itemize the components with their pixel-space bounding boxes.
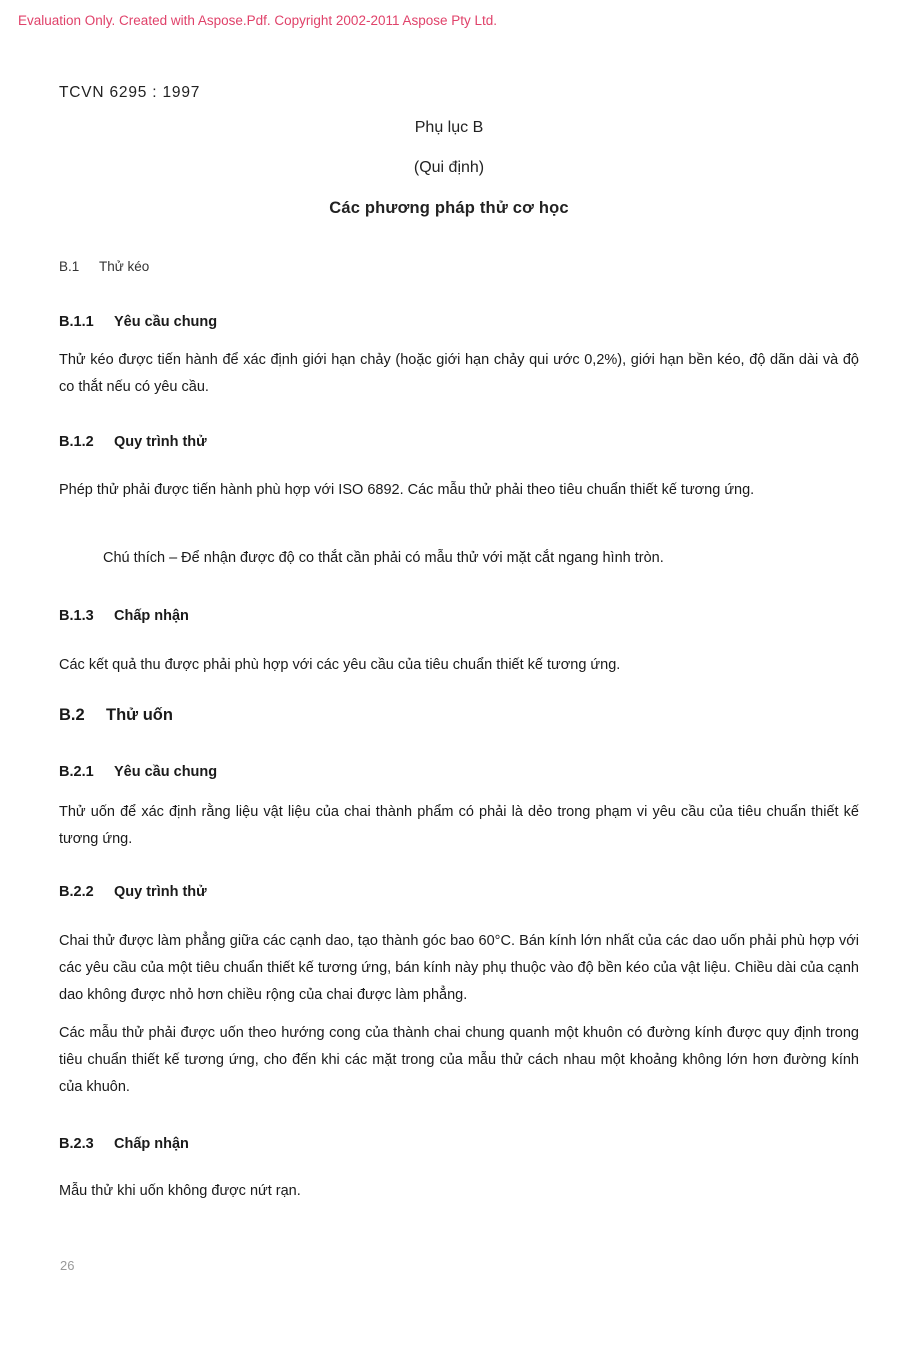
section-number: B.2	[59, 706, 85, 724]
appendix-heading: Các phương pháp thử cơ học	[329, 199, 569, 217]
paragraph-b2-2-a: Chai thử được làm phẳng giữa các cạnh dao, tạo thành góc bao 60°C. Bán kính lớn nhất của các dao uốn phải phù hợp với các yêu cầu của một tiêu chuẩn thiết kế tương ứng, bán kính này phụ thuộc vào độ bền kéo của vật liệu. Chiều dài của cạnh dao không được nhỏ hơn chiều rộng của chai được làm phẳng.	[59, 933, 859, 1003]
watermark-text: Evaluation Only. Created with Aspose.Pdf. Copyright 2002-2011 Aspose Pty Ltd.	[18, 13, 498, 28]
section-number: B.1.1	[59, 314, 94, 330]
section-title: Quy trình thử	[114, 884, 207, 900]
paragraph-b1-1: Thử kéo được tiến hành để xác định giới hạn chảy (hoặc giới hạn chảy qui ước 0,2%), giới hạn bền kéo, độ dãn dài và độ co thắt nếu có yêu cầu.	[59, 352, 859, 395]
paragraph-b1-2: Phép thử phải được tiến hành phù hợp với ISO 6892. Các mẫu thử phải theo tiêu chuẩn thiết kế tương ứng.	[59, 482, 755, 498]
section-number: B.1	[59, 259, 80, 274]
appendix-title: Phụ lục B	[414, 119, 484, 136]
section-title: Chấp nhận	[114, 1136, 189, 1152]
standard-code: TCVN 6295 : 1997	[59, 84, 201, 101]
section-title: Yêu cầu chung	[114, 314, 218, 330]
paragraph-b2-3: Mẫu thử khi uốn không được nứt rạn.	[59, 1183, 301, 1199]
section-title: Yêu cầu chung	[114, 764, 218, 780]
section-number: B.2.3	[59, 1136, 94, 1152]
section-heading-b1-2	[59, 434, 207, 450]
section-title: Thử kéo	[99, 259, 150, 274]
appendix-type: (Qui định)	[413, 159, 485, 176]
section-number: B.2.2	[59, 884, 94, 900]
section-number: B.1.3	[59, 608, 94, 624]
paragraph-b1-3: Các kết quả thu được phải phù hợp với các yêu cầu của tiêu chuẩn thiết kế tương ứng.	[59, 657, 621, 673]
paragraph-b2-1: Thử uốn để xác định rằng liệu vật liệu của chai thành phẩm có phải là dẻo trong phạm vi yêu cầu của tiêu chuẩn thiết kế tương ứng.	[59, 804, 859, 847]
section-heading-b1-3	[59, 608, 189, 624]
section-heading-b2-1	[59, 764, 217, 780]
section-title: Thử uốn	[106, 706, 173, 724]
section-title: Quy trình thử	[114, 434, 207, 450]
section-heading-b2-2	[59, 884, 207, 900]
section-heading-b1-1	[59, 314, 217, 330]
section-heading-b2-3	[59, 1136, 189, 1152]
section-title: Chấp nhận	[114, 608, 189, 624]
paragraph-b2-2-b: Các mẫu thử phải được uốn theo hướng cong của thành chai chung quanh một khuôn có đường kính được quy định trong tiêu chuẩn thiết kế tương ứng, cho đến khi các mặt trong của mẫu thử cách nhau một khoảng không lớn hơn đường kính của khuôn.	[59, 1025, 859, 1095]
page-number: 26	[60, 1258, 75, 1273]
note-b1-2: Chú thích – Để nhận được độ co thắt cần phải có mẫu thử với mặt cắt ngang hình tròn.	[103, 550, 664, 566]
section-number: B.1.2	[59, 434, 94, 450]
section-number: B.2.1	[59, 764, 94, 780]
section-heading-b1	[59, 259, 149, 274]
section-heading-b2	[59, 706, 173, 725]
